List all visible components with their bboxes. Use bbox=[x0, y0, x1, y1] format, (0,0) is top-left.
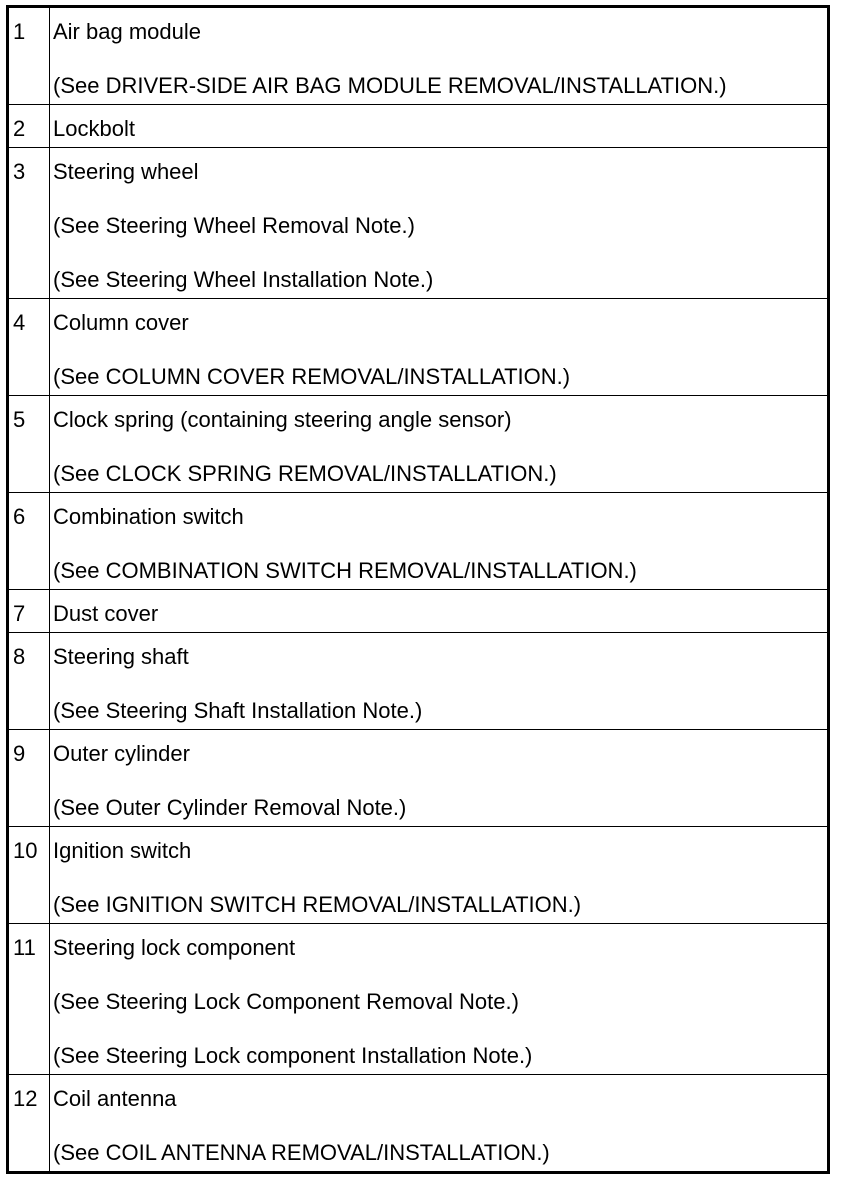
item-number-cell bbox=[8, 827, 50, 924]
item-number: 7 bbox=[13, 601, 26, 626]
reference-note: (See Steering Lock component Installation Note.) bbox=[53, 1043, 533, 1068]
item-number-cell bbox=[8, 730, 50, 827]
table-row bbox=[8, 590, 829, 633]
table-row bbox=[8, 827, 829, 924]
item-number-cell bbox=[8, 396, 50, 493]
table-row bbox=[8, 633, 829, 730]
reference-note: (See Steering Shaft Installation Note.) bbox=[53, 698, 423, 723]
parts-table-body bbox=[8, 7, 829, 1173]
table-row bbox=[8, 924, 829, 1075]
item-number-cell bbox=[8, 299, 50, 396]
item-number: 8 bbox=[13, 644, 26, 669]
item-description-cell bbox=[50, 7, 829, 105]
item-description-cell bbox=[50, 105, 829, 148]
reference-note: (See DRIVER-SIDE AIR BAG MODULE REMOVAL/INSTALLATION.) bbox=[53, 73, 727, 98]
item-number: 11 bbox=[13, 935, 36, 960]
reference-note: (See COMBINATION SWITCH REMOVAL/INSTALLATION.) bbox=[53, 558, 637, 583]
reference-note: (See COLUMN COVER REMOVAL/INSTALLATION.) bbox=[53, 364, 571, 389]
item-description-cell bbox=[50, 924, 829, 1075]
item-number-cell bbox=[8, 148, 50, 299]
item-description-cell bbox=[50, 396, 829, 493]
table-row bbox=[8, 7, 829, 105]
item-description-cell bbox=[50, 299, 829, 396]
item-number: 10 bbox=[13, 838, 38, 863]
part-name: Combination switch bbox=[53, 504, 244, 529]
item-description-cell bbox=[50, 730, 829, 827]
item-description-cell bbox=[50, 827, 829, 924]
item-number: 2 bbox=[13, 116, 26, 141]
table-row bbox=[8, 148, 829, 299]
item-number-cell bbox=[8, 1075, 50, 1173]
item-description-cell bbox=[50, 148, 829, 299]
item-number-cell bbox=[8, 590, 50, 633]
part-name: Steering shaft bbox=[53, 644, 189, 669]
part-name: Ignition switch bbox=[53, 838, 192, 863]
part-name: Column cover bbox=[53, 310, 189, 335]
part-name: Air bag module bbox=[53, 19, 201, 44]
reference-note: (See Steering Lock Component Removal Note.) bbox=[53, 989, 519, 1014]
item-number: 1 bbox=[13, 19, 26, 44]
item-number: 12 bbox=[13, 1086, 38, 1111]
item-number-cell bbox=[8, 924, 50, 1075]
item-number: 4 bbox=[13, 310, 26, 335]
reference-note: (See Steering Wheel Removal Note.) bbox=[53, 213, 415, 238]
reference-note: (See CLOCK SPRING REMOVAL/INSTALLATION.) bbox=[53, 461, 557, 486]
item-number-cell bbox=[8, 7, 50, 105]
parts-table bbox=[6, 5, 830, 1174]
reference-note: (See IGNITION SWITCH REMOVAL/INSTALLATION.) bbox=[53, 892, 582, 917]
table-row bbox=[8, 105, 829, 148]
item-number-cell bbox=[8, 105, 50, 148]
item-description-cell bbox=[50, 493, 829, 590]
part-name: Steering lock component bbox=[53, 935, 296, 960]
item-number: 3 bbox=[13, 159, 26, 184]
part-name: Clock spring (containing steering angle sensor) bbox=[53, 407, 512, 432]
table-row bbox=[8, 1075, 829, 1173]
table-row bbox=[8, 730, 829, 827]
part-name: Outer cylinder bbox=[53, 741, 190, 766]
reference-note: (See Outer Cylinder Removal Note.) bbox=[53, 795, 407, 820]
part-name: Steering wheel bbox=[53, 159, 199, 184]
item-number: 5 bbox=[13, 407, 26, 432]
item-number-cell bbox=[8, 633, 50, 730]
part-name: Lockbolt bbox=[53, 116, 135, 141]
table-row bbox=[8, 493, 829, 590]
item-number: 9 bbox=[13, 741, 26, 766]
item-number: 6 bbox=[13, 504, 26, 529]
item-description-cell bbox=[50, 590, 829, 633]
reference-note: (See COIL ANTENNA REMOVAL/INSTALLATION.) bbox=[53, 1140, 550, 1165]
part-name: Dust cover bbox=[53, 601, 159, 626]
part-name: Coil antenna bbox=[53, 1086, 177, 1111]
reference-note: (See Steering Wheel Installation Note.) bbox=[53, 267, 434, 292]
item-description-cell bbox=[50, 1075, 829, 1173]
table-row bbox=[8, 299, 829, 396]
table-row bbox=[8, 396, 829, 493]
item-number-cell bbox=[8, 493, 50, 590]
item-description-cell bbox=[50, 633, 829, 730]
